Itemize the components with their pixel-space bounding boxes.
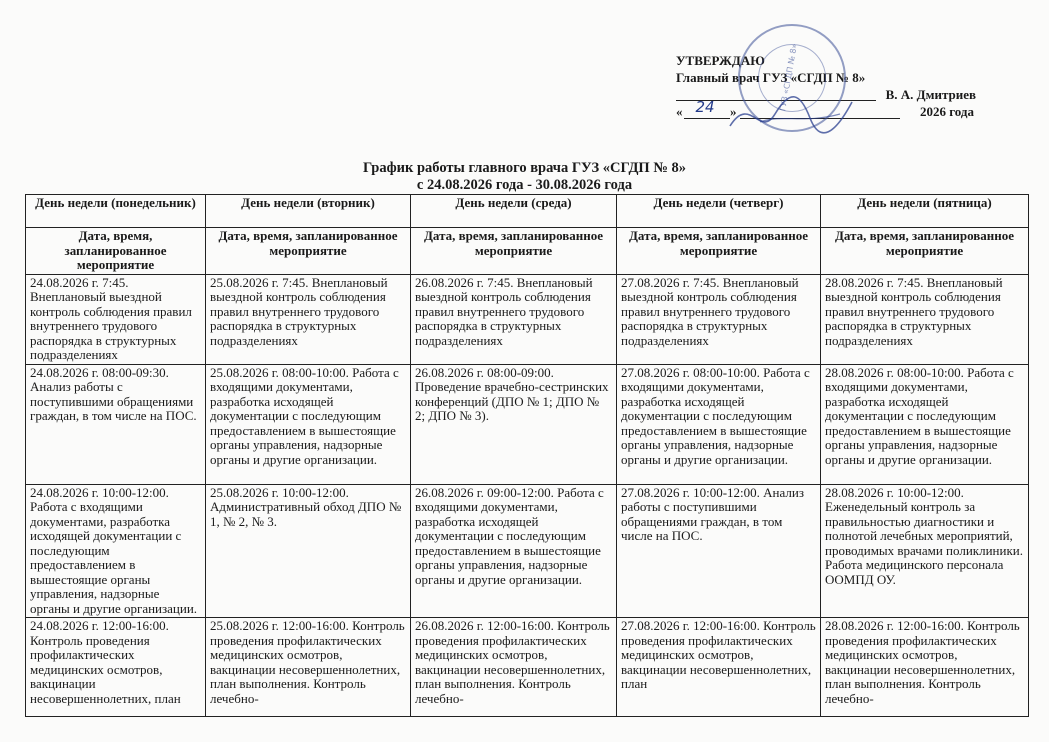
header-row-sub (26, 228, 1029, 275)
table-row (26, 484, 1029, 618)
table-cell: 28.08.2026 г. 7:45. Внеплановый выездной контроль соблюдения правил внутреннего трудового распорядка в структурных подразделениях (821, 274, 1029, 364)
header-row-days (26, 195, 1029, 228)
table-cell: 25.08.2026 г. 7:45. Внеплановый выездной контроль соблюдения правил внутреннего трудового распорядка в структурных подразделениях (206, 274, 411, 364)
header-thursday: День недели (четверг) (617, 195, 821, 228)
schedule-table (25, 194, 1029, 717)
table-cell: 26.08.2026 г. 12:00-16:00. Контроль проведения профилактических медицинских осмотров, вакцинации несовершеннолетних, план выполнения. Контроль лечебно- (411, 618, 617, 717)
table-row (26, 364, 1029, 484)
document-title (0, 160, 1049, 194)
table-cell: 24.08.2026 г. 7:45. Внеплановый выездной контроль соблюдения правил внутреннего трудового распорядка в структурных подразделениях (26, 274, 206, 364)
table-row (26, 618, 1029, 717)
table-cell: 24.08.2026 г. 10:00-12:00. Работа с входящими документами, разработка исходящей документации с последующим предоставлением в вышестоящие органы управления, надзорные органы и другие организации. (26, 484, 206, 618)
subheader-cell: Дата, время, запланированное мероприятие (206, 228, 411, 275)
approval-year: 2026 года (919, 104, 974, 119)
table-cell: 25.08.2026 г. 10:00-12:00. Административный обход ДПО № 1, № 2, № 3. (206, 484, 411, 618)
header-monday: День недели (понедельник) (26, 195, 206, 228)
table-cell: 28.08.2026 г. 10:00-12:00. Еженедельный контроль за правильностью диагностики и полнотой лечебных мероприятий, проводимых врачами поликлиники. Работа медицинского персонала ООМПД ОУ. (821, 484, 1029, 618)
table-cell: 27.08.2026 г. 08:00-10:00. Работа с входящими документами, разработка исходящей документации с последующим предоставлением в вышестоящие органы управления, надзорные органы и другие организации. (617, 364, 821, 484)
approval-line1: УТВЕРЖДАЮ (676, 53, 765, 68)
table-cell: 27.08.2026 г. 12:00-16:00. Контроль проведения профилактических медицинских осмотров, вакцинации несовершеннолетних, план (617, 618, 821, 717)
approval-day: 24 (695, 98, 715, 116)
table-cell: 27.08.2026 г. 10:00-12:00. Анализ работы с поступившими обращениями граждан, в том числе на ПОС. (617, 484, 821, 618)
header-wednesday: День недели (среда) (411, 195, 617, 228)
title-line2: с 24.08.2026 года - 30.08.2026 года (416, 177, 633, 193)
subheader-cell: Дата, время, запланированное мероприятие (26, 228, 206, 275)
date-close-quote: » (730, 104, 737, 119)
stamp-text: ГУЗ «СГДП № 8» (778, 42, 799, 112)
header-friday: День недели (пятница) (821, 195, 1029, 228)
subheader-cell: Дата, время, запланированное мероприятие (617, 228, 821, 275)
table-cell: 24.08.2026 г. 12:00-16:00. Контроль проведения профилактических медицинских осмотров, вакцинации несовершеннолетних, план (26, 618, 206, 717)
subheader-cell: Дата, время, запланированное мероприятие (821, 228, 1029, 275)
table-cell: 26.08.2026 г. 08:00-09:00. Проведение врачебно-сестринских конференций (ДПО № 1; ДПО № 2; ДПО № 3). (411, 364, 617, 484)
signer-name: В. А. Дмитриев (885, 87, 976, 102)
table-cell: 24.08.2026 г. 08:00-09:30. Анализ работы с поступившими обращениями граждан, в том числе на ПОС. (26, 364, 206, 484)
subheader-cell: Дата, время, запланированное мероприятие (411, 228, 617, 275)
table-cell: 26.08.2026 г. 7:45. Внеплановый выездной контроль соблюдения правил внутреннего трудового распорядка в структурных подразделениях (411, 274, 617, 364)
table-cell: 25.08.2026 г. 12:00-16:00. Контроль проведения профилактических медицинских осмотров, вакцинации несовершеннолетних, план выполнения. Контроль лечебно- (206, 618, 411, 717)
table-cell: 28.08.2026 г. 12:00-16:00. Контроль проведения профилактических медицинских осмотров, вакцинации несовершеннолетних, план выполнения. Контроль лечебно- (821, 618, 1029, 717)
header-tuesday: День недели (вторник) (206, 195, 411, 228)
title-line1: График работы главного врача ГУЗ «СГДП № 8» (362, 160, 687, 176)
table-cell: 26.08.2026 г. 09:00-12:00. Работа с входящими документами, разработка исходящей документации с последующим предоставлением в вышестоящие органы управления, надзорные органы и другие организации. (411, 484, 617, 618)
signature-icon (720, 84, 860, 144)
approval-line2: Главный врач ГУЗ «СГДП № 8» (676, 70, 866, 85)
date-open-quote: « (676, 104, 683, 119)
table-cell: 25.08.2026 г. 08:00-10:00. Работа с входящими документами, разработка исходящей документации с последующим предоставлением в вышестоящие органы управления, надзорные органы и другие организации. (206, 364, 411, 484)
table-cell: 27.08.2026 г. 7:45. Внеплановый выездной контроль соблюдения правил внутреннего трудового распорядка в структурных подразделениях (617, 274, 821, 364)
table-cell: 28.08.2026 г. 08:00-10:00. Работа с входящими документами, разработка исходящей документации с последующим предоставлением в вышестоящие органы управления, надзорные органы и другие организации. (821, 364, 1029, 484)
table-row (26, 274, 1029, 364)
